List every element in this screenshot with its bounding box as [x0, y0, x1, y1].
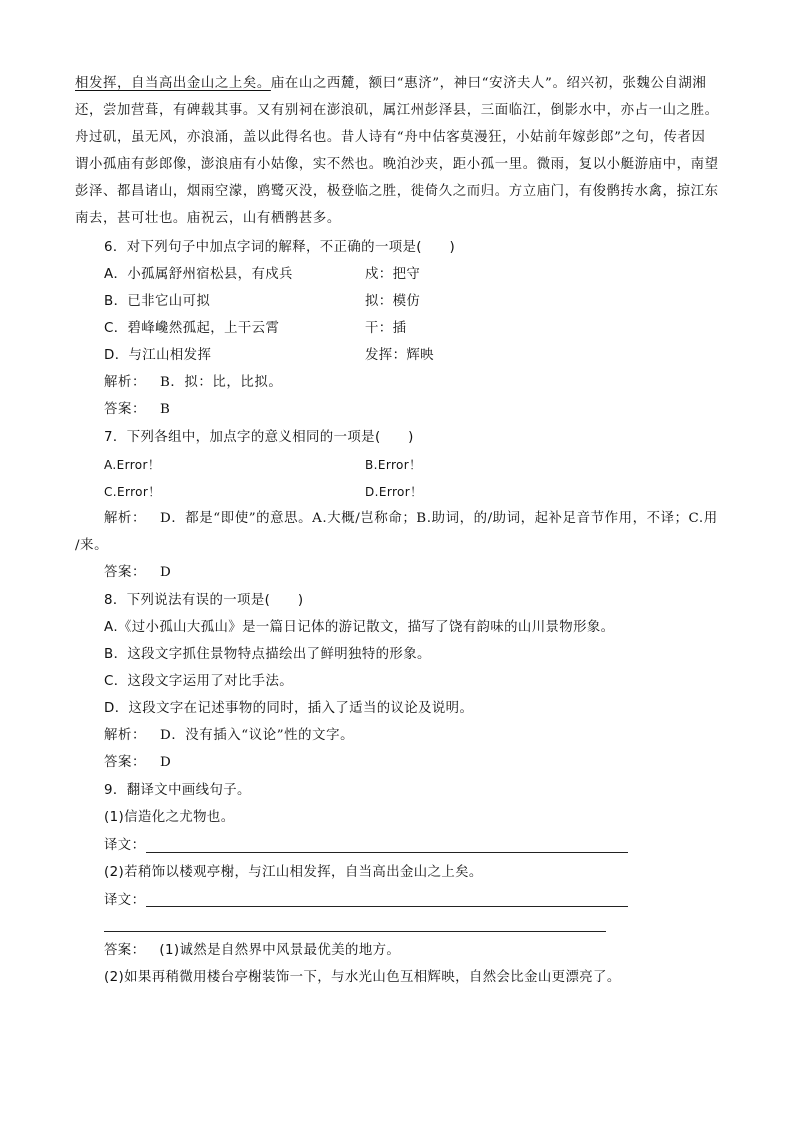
- q8-option-c: C．这段文字运用了对比手法。: [104, 674, 294, 689]
- question-6-stem: 6．对下列句子中加点字词的解释，不正确的一项是( ): [104, 240, 456, 255]
- q6-option-b-gloss: 拟：模仿: [365, 294, 421, 309]
- q7-analysis: 解析： D．都是“即使”的意思。A.大概/岂称命；B.助词，的/助词，起补足音节作用，不译；C.用: [104, 511, 718, 526]
- q9-translation-blank-2[interactable]: [146, 906, 628, 907]
- q7-answer: 答案： D: [104, 565, 172, 580]
- passage-underlined-sentence-end: 相发挥，自当高出金山之上矣。: [75, 76, 271, 91]
- q9-sentence-2: (2)若稍饰以楼观亭榭，与江山相发挥，自当高出金山之上矣。: [104, 865, 483, 880]
- q6-analysis: 解析： B．拟：比，比拟。: [104, 375, 283, 390]
- q6-option-d: D．与江山相发挥: [104, 348, 212, 363]
- q7-option-b: B.Error！: [365, 458, 422, 472]
- q6-answer: 答案： B: [104, 402, 171, 417]
- q8-option-a: A.《过小孤山大孤山》是一篇日记体的游记散文，描写了饶有韵味的山川景物形象。: [104, 620, 615, 635]
- question-8-stem: 8．下列说法有误的一项是( ): [104, 593, 304, 608]
- passage-line-6: 南去，甚可壮也。庙祝云，山有栖鹘甚多。: [75, 211, 341, 226]
- q8-option-b: B．这段文字抓住景物特点描绘出了鲜明独特的形象。: [104, 647, 431, 662]
- q9-translation-label-1: 译文：: [104, 838, 146, 853]
- q7-option-a: A.Error！: [104, 458, 161, 472]
- q6-option-d-gloss: 发挥：辉映: [365, 348, 434, 363]
- q6-option-a-gloss: 戍：把守: [365, 267, 421, 282]
- q8-analysis: 解析： D．没有插入“议论”性的文字。: [104, 728, 355, 743]
- q8-option-d: D．这段文字在记述事物的同时，插入了适当的议论及说明。: [104, 701, 474, 716]
- passage-line-2: 还，尝加营葺，有碑载其事。又有别祠在澎浪矶，属江州彭泽县，三面临江，倒影水中，亦占一山之胜。: [75, 103, 719, 118]
- q6-option-c: C．碧峰巉然孤起，上干云霄: [104, 321, 280, 336]
- passage-line-3: 舟过矶，虽无风，亦浪涌，盖以此得名也。昔人诗有“舟中估客莫漫狂，小姑前年嫁彭郎”之句，传者因: [75, 130, 706, 145]
- question-9-stem: 9．翻译文中画线句子。: [104, 783, 251, 798]
- q9-translation-blank-3[interactable]: [104, 931, 606, 932]
- q9-sentence-1: (1)信造化之尤物也。: [104, 810, 235, 825]
- q8-answer: 答案： D: [104, 755, 172, 770]
- q9-answer: 答案： (1)诚然是自然界中风景最优美的地方。: [104, 943, 401, 958]
- q9-answer-2: (2)如果再稍微用楼台亭榭装饰一下，与水光山色互相辉映，自然会比金山更漂亮了。: [104, 970, 621, 985]
- q6-option-a: A．小孤属舒州宿松县，有戍兵: [104, 267, 293, 282]
- q9-translation-label-2: 译文：: [104, 893, 146, 908]
- q7-option-c: C.Error！: [104, 485, 161, 499]
- passage-line-1: 相发挥，自当高出金山之上矣。庙在山之西麓，额曰“惠济”，神曰“安济夫人”。绍兴初，张魏公自湖湘: [75, 76, 707, 91]
- passage-line-4: 谓小孤庙有彭郎像，澎浪庙有小姑像，实不然也。晚泊沙夹，距小孤一里。微雨，复以小艇游庙中，南望: [75, 157, 719, 172]
- q7-option-d: D.Error！: [365, 485, 423, 499]
- q9-translation-blank-1[interactable]: [146, 852, 628, 853]
- q6-option-c-gloss: 干：插: [365, 321, 407, 336]
- question-7-stem: 7．下列各组中，加点字的意义相同的一项是( ): [104, 430, 414, 445]
- q6-option-b: B．已非它山可拟: [104, 294, 211, 309]
- q7-analysis-cont: /来。: [75, 538, 109, 553]
- passage-line-5: 彭泽、都昌诸山，烟雨空濛，鸥鹭灭没，极登临之胜，徙倚久之而归。方立庙门，有俊鹘抟水禽，掠江东: [75, 184, 719, 199]
